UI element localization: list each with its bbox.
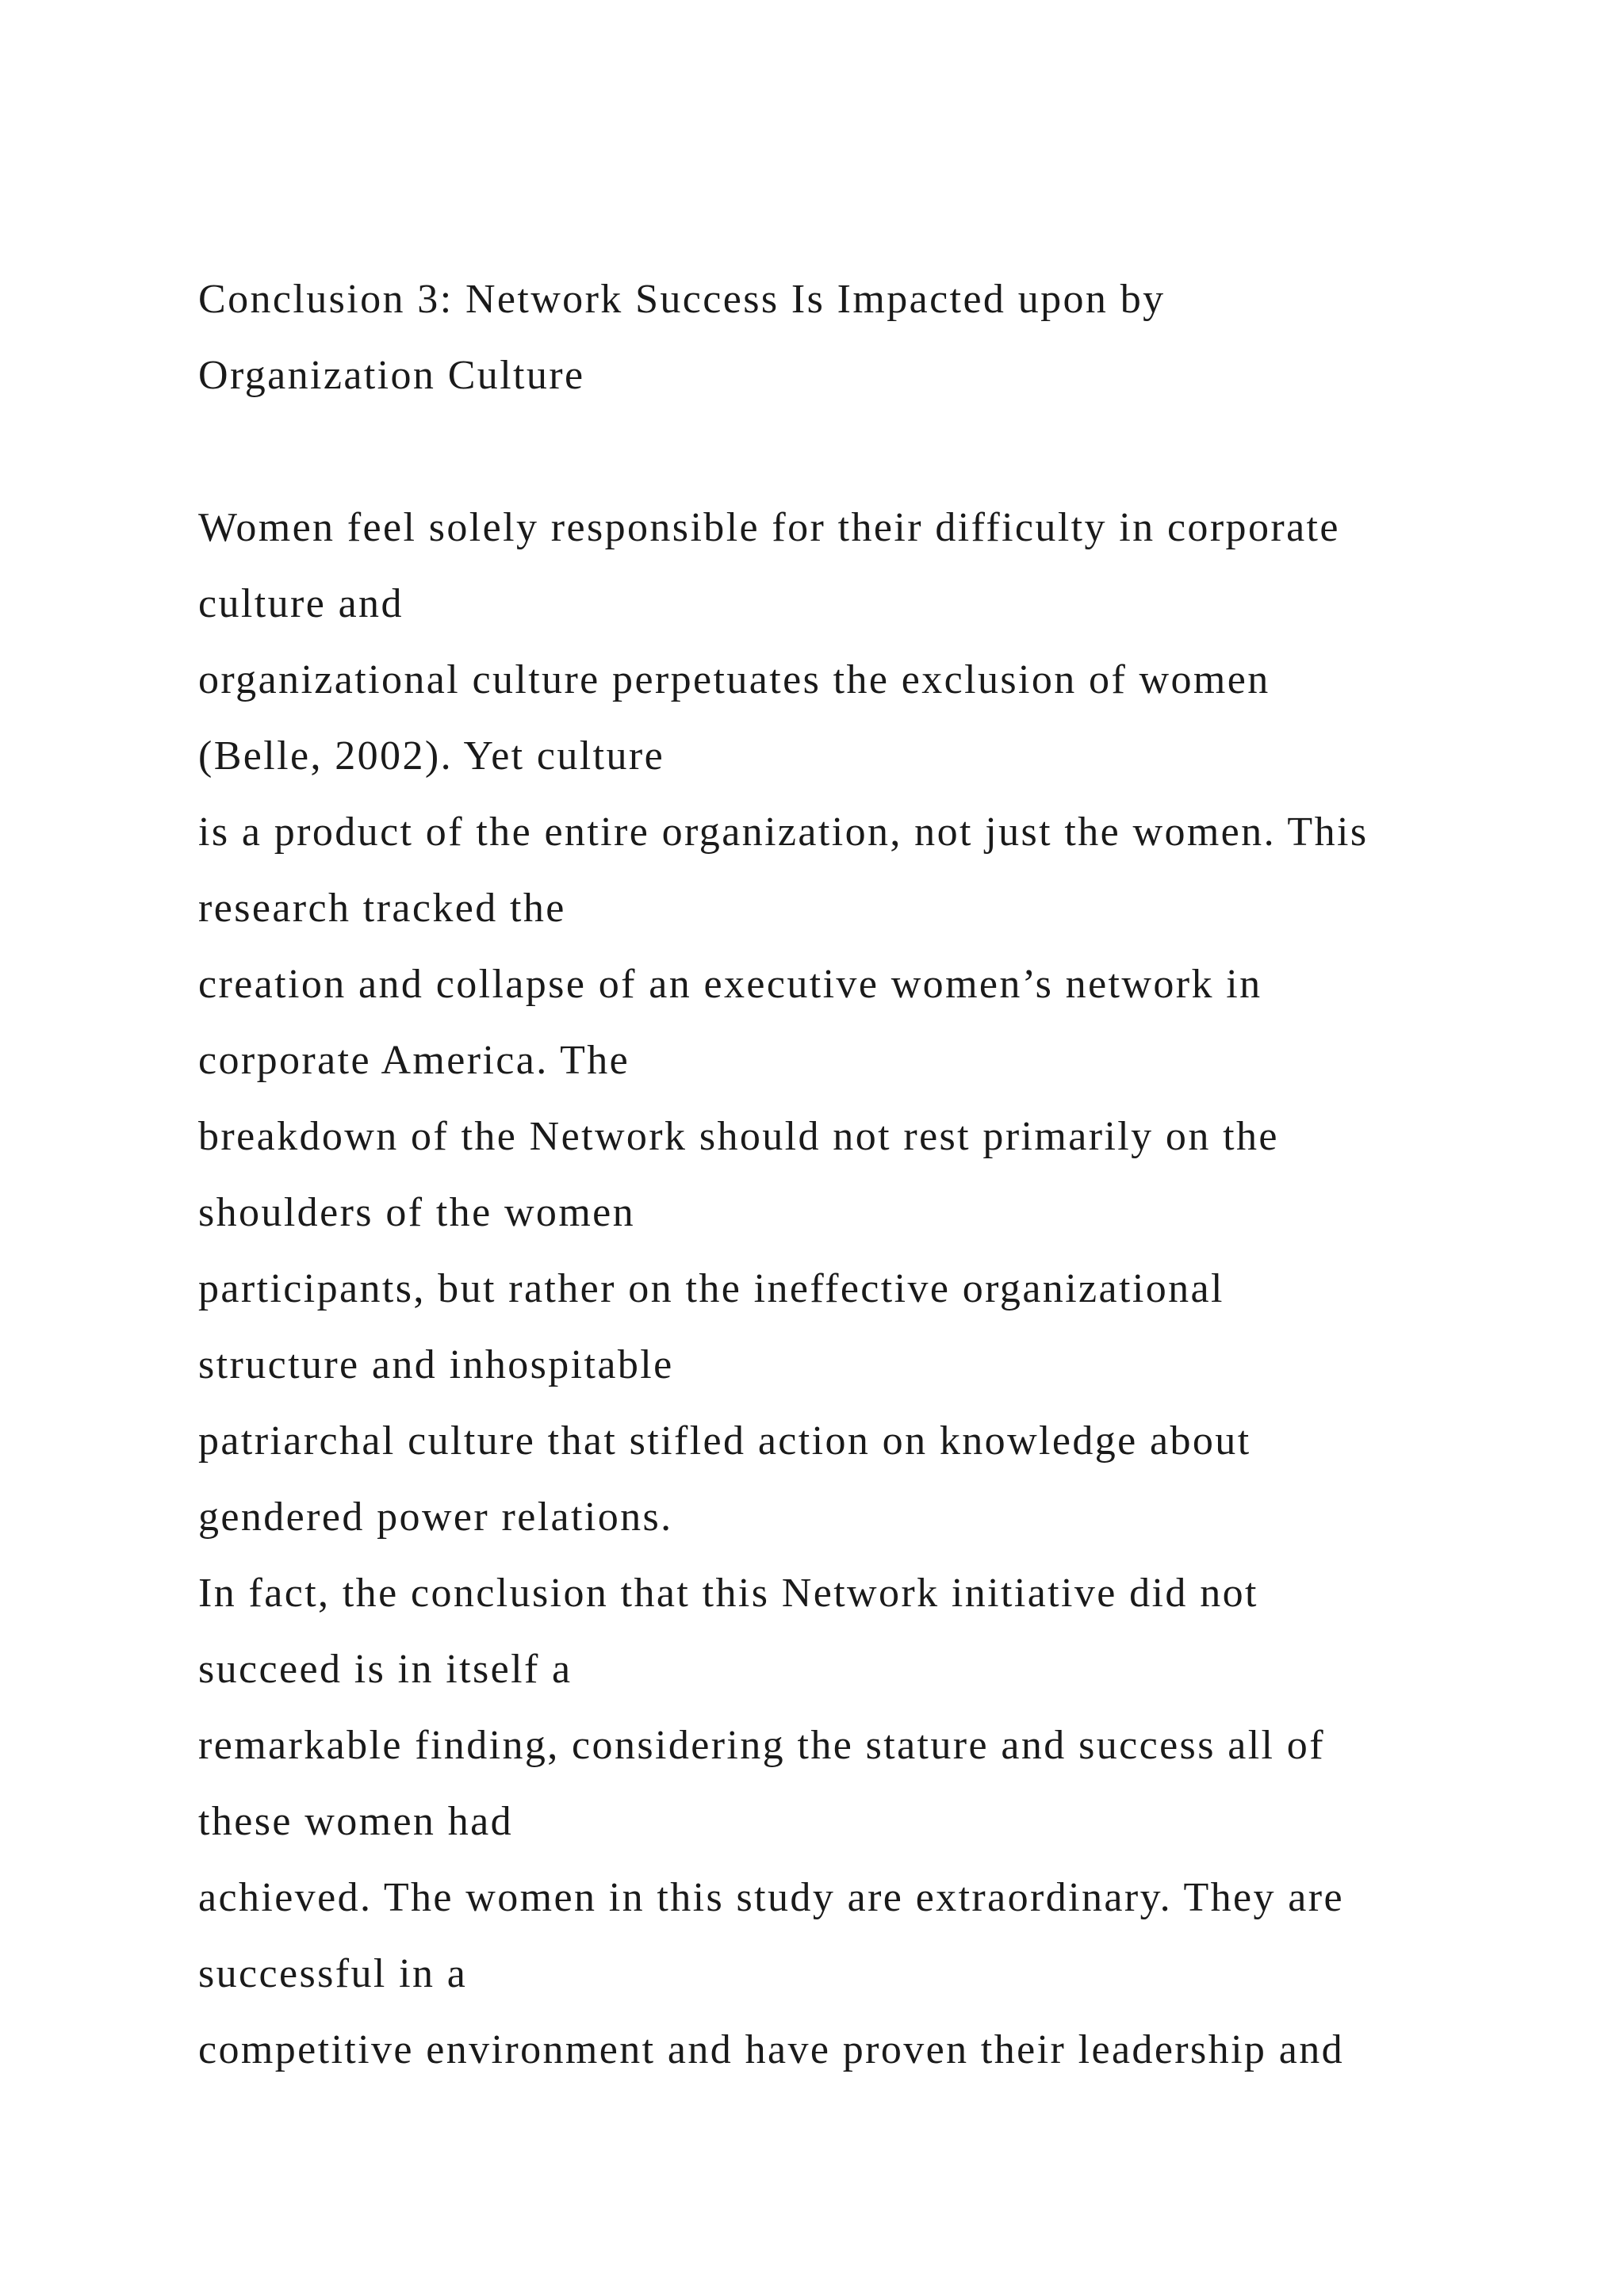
body-line-8: corporate America. The xyxy=(198,1038,630,1083)
body-line-16: succeed is in itself a xyxy=(198,1647,573,1692)
section-heading-line-1: Conclusion 3: Network Success Is Impacted upon by xyxy=(198,277,1166,322)
body-line-6: research tracked the xyxy=(198,886,566,931)
body-line-14: gendered power relations. xyxy=(198,1494,673,1540)
body-line-2: culture and xyxy=(198,581,404,626)
body-line-3: organizational culture perpetuates the exclusion of women xyxy=(198,657,1270,702)
body-line-11: participants, but rather on the ineffective organizational xyxy=(198,1266,1224,1311)
body-line-15: In fact, the conclusion that this Network initiative did not xyxy=(198,1571,1258,1616)
body-line-5: is a product of the entire organization, not just the women. This xyxy=(198,809,1369,855)
body-line-1: Women feel solely responsible for their difficulty in corporate xyxy=(198,505,1340,550)
body-line-19: achieved. The women in this study are extraordinary. They are xyxy=(198,1875,1344,1920)
body-line-4: (Belle, 2002). Yet culture xyxy=(198,733,665,779)
body-line-13: patriarchal culture that stifled action on knowledge about xyxy=(198,1418,1251,1464)
body-line-9: breakdown of the Network should not rest primarily on the xyxy=(198,1114,1279,1159)
section-heading-line-2: Organization Culture xyxy=(198,353,585,398)
body-line-21: competitive environment and have proven their leadership and xyxy=(198,2027,1344,2072)
body-line-20: successful in a xyxy=(198,1951,468,1996)
body-line-18: these women had xyxy=(198,1799,514,1844)
body-line-7: creation and collapse of an executive women’s network in xyxy=(198,962,1262,1007)
body-line-10: shoulders of the women xyxy=(198,1190,636,1235)
body-line-12: structure and inhospitable xyxy=(198,1342,674,1387)
body-line-17: remarkable finding, considering the stature and success all of xyxy=(198,1723,1325,1768)
